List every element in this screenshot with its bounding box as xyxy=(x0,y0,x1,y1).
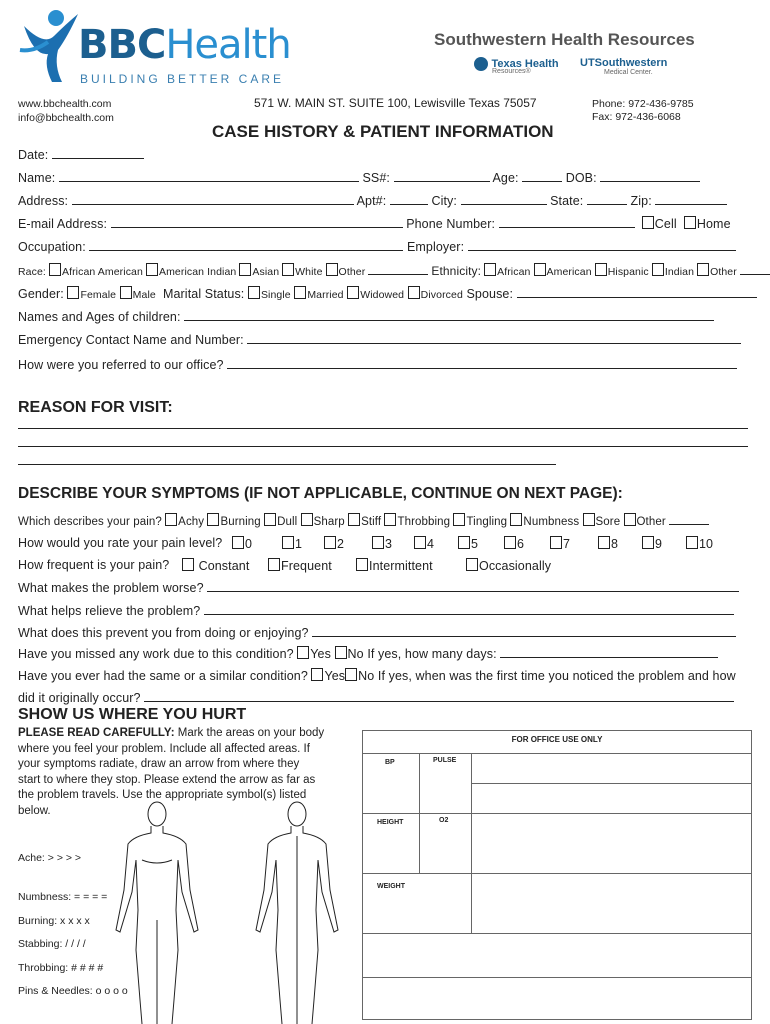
pain-type-option: Sharp xyxy=(313,516,345,528)
reason-title: REASON FOR VISIT: xyxy=(18,399,173,416)
partner-title: Southwestern Health Resources xyxy=(434,30,695,49)
office-title: FOR OFFICE USE ONLY xyxy=(511,735,603,744)
instructions-line: Mark the areas on your body xyxy=(177,727,325,739)
instructions-bold: PLEASE READ CAREFULLY: xyxy=(18,727,175,739)
ethnicity-option: Other xyxy=(710,266,737,278)
state-field[interactable] xyxy=(587,193,627,205)
cell-label: Cell xyxy=(654,217,677,231)
pain-type-question: Which describes your pain? xyxy=(18,516,162,528)
pain-type-checkbox[interactable] xyxy=(510,513,522,526)
male-label: Male xyxy=(132,289,156,301)
level-label: 7 xyxy=(563,537,571,551)
dob-label: DOB: xyxy=(565,171,597,185)
race-row xyxy=(18,263,742,278)
constant-label: Constant xyxy=(198,559,250,573)
figure-logo-icon xyxy=(14,6,84,86)
race-other-field[interactable] xyxy=(368,263,428,275)
instructions-line: where you feel your problem. Include all affected areas. If xyxy=(18,742,310,755)
ethnicity-checkbox[interactable] xyxy=(595,263,607,276)
ethnicity-option: Indian xyxy=(664,266,695,278)
prevent-field[interactable] xyxy=(312,625,736,637)
pain-level-row xyxy=(18,536,742,550)
legend-stabbing: Stabbing: / / / / xyxy=(18,938,86,950)
constant-checkbox[interactable] xyxy=(182,558,194,571)
ss-label: SS#: xyxy=(362,171,390,185)
legend-throbbing: Throbbing: # # # # xyxy=(18,962,104,974)
pain-type-checkbox[interactable] xyxy=(348,513,360,526)
occasionally-checkbox[interactable] xyxy=(466,558,478,571)
ethnicity-checkbox[interactable] xyxy=(534,263,546,276)
pain-type-checkbox[interactable] xyxy=(384,513,396,526)
bbc-logo xyxy=(14,6,304,90)
level-label: 4 xyxy=(427,537,435,551)
pain-level-question: How would you rate your pain level? xyxy=(18,536,223,550)
email-field[interactable] xyxy=(111,216,403,228)
level-2-checkbox[interactable] xyxy=(324,536,336,549)
missed-days-field[interactable] xyxy=(500,646,718,658)
level-label: 8 xyxy=(611,537,619,551)
ethnicity-option: African xyxy=(497,266,531,278)
website: www.bbchealth.com xyxy=(18,98,112,110)
race-checkbox[interactable] xyxy=(146,263,158,276)
pain-type-option: Dull xyxy=(277,516,298,528)
male-checkbox[interactable] xyxy=(120,286,132,299)
pain-type-row xyxy=(18,513,742,528)
date-row xyxy=(18,147,742,162)
married-label: Married xyxy=(307,289,344,301)
home-label: Home xyxy=(696,217,731,231)
race-checkbox[interactable] xyxy=(326,263,338,276)
name-label: Name: xyxy=(18,171,56,185)
occupation-label: Occupation: xyxy=(18,240,86,254)
frequency-row xyxy=(18,558,742,572)
age-field[interactable] xyxy=(522,170,562,182)
address-row xyxy=(18,193,742,208)
level-7-checkbox[interactable] xyxy=(550,536,562,549)
frequency-question: How frequent is your pain? xyxy=(18,558,170,572)
single-label: Single xyxy=(260,289,291,301)
employer-label: Employer: xyxy=(406,240,465,254)
widowed-label: Widowed xyxy=(360,289,405,301)
relieve-question: What helps relieve the problem? xyxy=(18,604,201,618)
race-option: Asian xyxy=(252,266,280,278)
missed-row xyxy=(18,646,742,661)
apt-label: Apt#: xyxy=(356,194,387,208)
level-0-checkbox[interactable] xyxy=(232,536,244,549)
occupation-field[interactable] xyxy=(89,239,403,251)
reason-line-3[interactable] xyxy=(18,464,556,465)
pain-type-checkbox[interactable] xyxy=(624,513,636,526)
race-option: African American xyxy=(61,266,143,278)
pain-type-option: Numbness xyxy=(523,516,580,528)
employer-field[interactable] xyxy=(468,239,736,251)
spouse-label: Spouse: xyxy=(466,287,514,301)
o2-label: O2 xyxy=(439,817,449,824)
gender-label: Gender: xyxy=(18,287,64,301)
fax: Fax: 972-436-6068 xyxy=(592,111,681,123)
similar-followup: If yes, when was the first time you noticed the problem and how xyxy=(377,669,736,683)
body-diagram[interactable] xyxy=(112,800,342,1024)
referred-field[interactable] xyxy=(227,357,737,369)
relieve-field[interactable] xyxy=(204,603,734,615)
intermittent-checkbox[interactable] xyxy=(356,558,368,571)
female-checkbox[interactable] xyxy=(67,286,79,299)
pain-type-checkbox[interactable] xyxy=(207,513,219,526)
level-label: 1 xyxy=(295,537,303,551)
state-label: State: xyxy=(550,194,584,208)
occupation-row xyxy=(18,239,742,254)
gender-row xyxy=(18,286,742,301)
ethnicity-checkbox[interactable] xyxy=(484,263,496,276)
level-label: 2 xyxy=(337,537,345,551)
race-checkbox[interactable] xyxy=(239,263,251,276)
pain-type-option: Tingling xyxy=(466,516,508,528)
yes-label: Yes xyxy=(324,669,346,683)
level-label: 9 xyxy=(655,537,663,551)
similar-followup-2: did it originally occur? xyxy=(18,691,141,705)
race-option: White xyxy=(295,266,323,278)
instructions-line: start to where they stop. Please extend the arrow as far as xyxy=(18,773,316,786)
partner-logo xyxy=(434,30,734,80)
level-5-checkbox[interactable] xyxy=(458,536,470,549)
yes-label: Yes xyxy=(310,647,331,661)
logo-tagline: BUILDING BETTER CARE xyxy=(80,72,285,86)
level-8-checkbox[interactable] xyxy=(598,536,610,549)
pain-type-option: Throbbing xyxy=(397,516,451,528)
children-label: Names and Ages of children: xyxy=(18,310,181,324)
contact-email: info@bbchealth.com xyxy=(18,112,114,124)
referred-label: How were you referred to our office? xyxy=(18,358,224,372)
zip-field[interactable] xyxy=(655,193,727,205)
intermittent-label: Intermittent xyxy=(369,559,433,573)
level-label: 10 xyxy=(699,537,714,551)
age-label: Age: xyxy=(492,171,519,185)
body-back-icon[interactable] xyxy=(256,802,338,1024)
globe-icon xyxy=(474,57,488,71)
partner-b: UTSouthwestern xyxy=(580,57,668,69)
city-field[interactable] xyxy=(461,193,547,205)
relieve-row xyxy=(18,603,742,618)
children-row xyxy=(18,309,742,324)
worse-question: What makes the problem worse? xyxy=(18,581,204,595)
partner-a-sub: Resources® xyxy=(492,68,531,75)
reason-line-1[interactable] xyxy=(18,428,748,429)
emergency-row xyxy=(18,332,742,347)
worse-field[interactable] xyxy=(207,580,739,592)
date-label: Date: xyxy=(18,148,49,162)
instructions-line: the problem travels. Use the appropriate symbol(s) listed xyxy=(18,789,307,801)
missed-question: Have you missed any work due to this condition? xyxy=(18,647,294,661)
missed-yes-checkbox[interactable] xyxy=(297,646,309,659)
frequent-label: Frequent xyxy=(281,559,332,573)
ethnicity-checkbox[interactable] xyxy=(652,263,664,276)
worse-row xyxy=(18,580,742,595)
name-field[interactable] xyxy=(59,170,359,182)
home-checkbox[interactable] xyxy=(684,216,696,229)
city-label: City: xyxy=(431,194,457,208)
ss-field[interactable] xyxy=(394,170,490,182)
level-label: 0 xyxy=(245,537,253,551)
ethnicity-other-field[interactable] xyxy=(740,263,770,275)
widowed-checkbox[interactable] xyxy=(347,286,359,299)
similar-yes-checkbox[interactable] xyxy=(311,668,323,681)
female-label: Female xyxy=(80,289,117,301)
cell-checkbox[interactable] xyxy=(642,216,654,229)
similar-row xyxy=(18,668,742,683)
missed-no-checkbox[interactable] xyxy=(335,646,347,659)
body-front-icon[interactable] xyxy=(116,802,198,1024)
pain-type-checkbox[interactable] xyxy=(165,513,177,526)
spouse-field[interactable] xyxy=(517,286,757,298)
instructions-line: your symptoms radiate, draw an arrow from where they xyxy=(18,758,300,770)
no-label: No xyxy=(358,669,375,683)
form-title: CASE HISTORY & PATIENT INFORMATION xyxy=(212,122,554,141)
pain-type-checkbox[interactable] xyxy=(453,513,465,526)
level-9-checkbox[interactable] xyxy=(642,536,654,549)
frequent-checkbox[interactable] xyxy=(268,558,280,571)
marital-label: Marital Status: xyxy=(162,287,245,301)
legend-pins-needles: Pins & Needles: o o o o xyxy=(18,985,128,997)
phone-field[interactable] xyxy=(499,216,635,228)
single-checkbox[interactable] xyxy=(248,286,260,299)
ethnicity-label: Ethnicity: xyxy=(431,264,482,278)
pulse-label: PULSE xyxy=(433,757,457,764)
married-checkbox[interactable] xyxy=(294,286,306,299)
legend-numbness: Numbness: = = = = xyxy=(18,891,108,903)
similar-row-2 xyxy=(18,690,742,705)
address-label: Address: xyxy=(18,194,69,208)
logo-health: Health xyxy=(165,22,291,68)
height-label: HEIGHT xyxy=(377,819,404,826)
clinic-address: 571 W. MAIN ST. SUITE 100, Lewisville Texas 75057 xyxy=(254,96,537,110)
emergency-field[interactable] xyxy=(247,332,741,344)
occasionally-label: Occasionally xyxy=(479,559,552,573)
pain-type-checkbox[interactable] xyxy=(264,513,276,526)
level-label: 5 xyxy=(471,537,479,551)
name-row xyxy=(18,170,742,185)
email-label: E-mail Address: xyxy=(18,217,108,231)
similar-no-checkbox[interactable] xyxy=(345,668,357,681)
ethnicity-checkbox[interactable] xyxy=(697,263,709,276)
similar-question: Have you ever had the same or a similar condition? xyxy=(18,669,308,683)
logo-bbc: BBC xyxy=(78,22,166,68)
prevent-row xyxy=(18,625,742,640)
referred-row xyxy=(18,357,742,372)
office-use-box xyxy=(362,730,752,1020)
phone-label: Phone Number: xyxy=(406,217,496,231)
level-1-checkbox[interactable] xyxy=(282,536,294,549)
level-label: 6 xyxy=(517,537,525,551)
divorced-checkbox[interactable] xyxy=(408,286,420,299)
pain-type-option: Sore xyxy=(595,516,621,528)
level-4-checkbox[interactable] xyxy=(414,536,426,549)
date-field[interactable] xyxy=(52,147,144,159)
pain-type-option: Achy xyxy=(178,516,205,528)
missed-days-label: If yes, how many days: xyxy=(367,647,497,661)
address-field[interactable] xyxy=(72,193,354,205)
phone: Phone: 972-436-9785 xyxy=(592,98,694,110)
zip-label: Zip: xyxy=(630,194,652,208)
symptoms-title: DESCRIBE YOUR SYMPTOMS (IF NOT APPLICABLE, CONTINUE ON NEXT PAGE): xyxy=(18,485,623,502)
pain-type-option: Burning xyxy=(220,516,261,528)
hurt-title: SHOW US WHERE YOU HURT xyxy=(18,706,247,723)
pain-type-checkbox[interactable] xyxy=(301,513,313,526)
email-row xyxy=(18,216,742,231)
pain-type-option: Stiff xyxy=(361,516,382,528)
children-field[interactable] xyxy=(184,309,714,321)
divorced-label: Divorced xyxy=(420,289,463,301)
level-3-checkbox[interactable] xyxy=(372,536,384,549)
partner-b-sub: Medical Center. xyxy=(604,69,653,76)
bp-label: BP xyxy=(385,759,395,766)
similar-field[interactable] xyxy=(144,690,734,702)
ethnicity-option: American xyxy=(546,266,592,278)
reason-line-2[interactable] xyxy=(18,446,748,447)
prevent-question: What does this prevent you from doing or enjoying? xyxy=(18,626,309,640)
dob-field[interactable] xyxy=(600,170,700,182)
ethnicity-option: Hispanic xyxy=(607,266,649,278)
apt-field[interactable] xyxy=(390,193,428,205)
pain-other-field[interactable] xyxy=(669,513,709,525)
partner-a: Texas Health xyxy=(491,58,559,70)
race-label: Race: xyxy=(18,266,46,278)
pain-type-checkbox[interactable] xyxy=(583,513,595,526)
emergency-label: Emergency Contact Name and Number: xyxy=(18,333,244,347)
race-option: Other xyxy=(338,266,366,278)
race-checkbox[interactable] xyxy=(49,263,61,276)
level-10-checkbox[interactable] xyxy=(686,536,698,549)
legend-ache: Ache: > > > > xyxy=(18,852,82,864)
instructions-line: below. xyxy=(18,804,51,817)
legend-burning: Burning: x x x x xyxy=(18,915,90,927)
pain-type-option: Other xyxy=(636,516,666,528)
weight-label: WEIGHT xyxy=(377,883,405,890)
no-label: No xyxy=(347,647,364,661)
level-6-checkbox[interactable] xyxy=(504,536,516,549)
level-label: 3 xyxy=(385,537,393,551)
race-option: American Indian xyxy=(158,266,237,278)
race-checkbox[interactable] xyxy=(282,263,294,276)
